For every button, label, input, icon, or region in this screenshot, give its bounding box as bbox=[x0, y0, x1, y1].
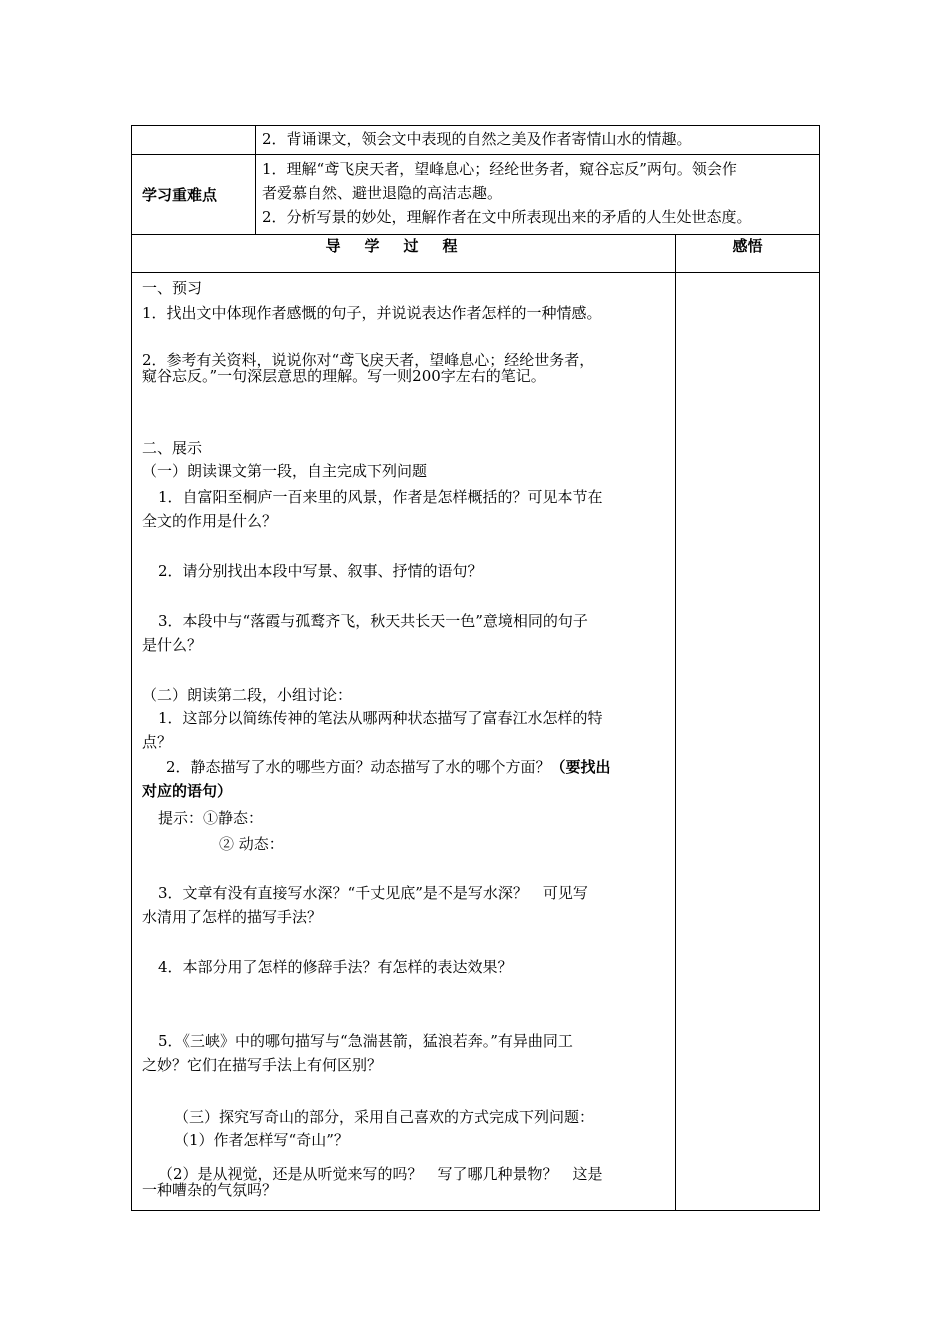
part-3-question-2-line-2: 一种嘈杂的气氛吗？ bbox=[142, 1181, 278, 1199]
objectives-content-cell bbox=[256, 126, 820, 155]
show-title: 二、展示 bbox=[142, 439, 203, 457]
part-2-question-4: 4．本部分用了怎样的修辞手法？有怎样的表达效果？ bbox=[158, 958, 513, 976]
study-guide-table bbox=[131, 125, 820, 1211]
part-2-title: （二）朗读第二段，小组讨论： bbox=[142, 686, 353, 704]
part-2-question-2-line-1 bbox=[166, 757, 611, 777]
hint-static: 提示：①静态： bbox=[158, 809, 264, 827]
objectives-label-cell bbox=[132, 126, 256, 155]
process-content-cell bbox=[132, 273, 676, 1211]
difficulty-item-1-line-2: 者爱慕自然、避世退隐的高洁志趣。 bbox=[262, 184, 503, 202]
preview-question-2-line-2: 窥谷忘反。”一句深层意思的理解。写一则200字左右的笔记。 bbox=[142, 367, 546, 385]
part-3-question-2-line-1: （2）是从视觉，还是从听觉来写的吗？ 写了哪几种景物？ 这是 bbox=[158, 1165, 603, 1183]
part-1-question-3-line-1: 3．本段中与“落霞与孤鹜齐飞，秋天共长天一色”意境相同的句子 bbox=[158, 612, 588, 630]
insight-header: 感悟 bbox=[676, 235, 820, 273]
objectives-row bbox=[132, 126, 820, 155]
part-1-question-1-line-1: 1．自富阳至桐庐一百来里的风景，作者是怎样概括的？可见本节在 bbox=[158, 488, 603, 506]
part-2-question-5-line-2: 之妙？它们在描写手法上有何区别？ bbox=[142, 1056, 383, 1074]
insight-content-cell[interactable] bbox=[676, 273, 820, 1211]
process-body-row bbox=[132, 273, 820, 1211]
part-2-question-2-text: 2．静态描写了水的哪些方面？动态描写了水的哪个方面？ bbox=[166, 758, 551, 776]
part-2-question-2-emphasis: （要找出 bbox=[550, 758, 611, 776]
preview-title: 一、预习 bbox=[142, 279, 203, 297]
difficulties-row bbox=[132, 155, 820, 235]
part-2-question-3-line-2: 水清用了怎样的描写手法？ bbox=[142, 908, 323, 926]
part-1-title: （一）朗读课文第一段，自主完成下列问题 bbox=[142, 462, 428, 480]
process-header bbox=[132, 235, 676, 273]
part-3-question-1: （1）作者怎样写“奇山”？ bbox=[174, 1131, 349, 1149]
part-2-question-2-line-2: 对应的语句） bbox=[142, 782, 233, 800]
part-2-question-5-line-1: 5．《三峡》中的哪句描写与“急湍甚箭，猛浪若奔。”有异曲同工 bbox=[158, 1032, 573, 1050]
part-1-question-3-line-2: 是什么？ bbox=[142, 636, 203, 654]
preview-question-2-line-1: 2．参考有关资料，说说你对“鸢飞戾天者，望峰息心；经纶世务者， bbox=[142, 351, 595, 369]
difficulties-content-cell bbox=[256, 155, 820, 235]
objective-item-2: 2．背诵课文，领会文中表现的自然之美及作者寄情山水的情趣。 bbox=[262, 130, 692, 148]
hint-dynamic: ② 动态： bbox=[219, 835, 284, 853]
part-2-question-1-line-1: 1．这部分以简练传神的笔法从哪两种状态描写了富春江水怎样的特 bbox=[158, 709, 603, 727]
part-1-question-1-line-2: 全文的作用是什么？ bbox=[142, 512, 278, 530]
preview-question-1: 1．找出文中体现作者感慨的句子，并说说表达作者怎样的一种情感。 bbox=[142, 304, 602, 322]
part-1-question-2: 2．请分别找出本段中写景、叙事、抒情的语句？ bbox=[158, 562, 483, 580]
part-3-title: （三）探究写奇山的部分，采用自己喜欢的方式完成下列问题： bbox=[174, 1108, 595, 1126]
difficulty-item-1-line-1: 1．理解“鸢飞戾天者，望峰息心；经纶世务者，窥谷忘反”两句。领会作 bbox=[262, 160, 737, 178]
part-2-question-1-line-2: 点？ bbox=[142, 733, 173, 751]
section-header-row bbox=[132, 235, 820, 273]
difficulty-item-2: 2．分析写景的妙处，理解作者在文中所表现出来的矛盾的人生处世态度。 bbox=[262, 208, 752, 226]
difficulties-label: 学习重难点 bbox=[132, 155, 256, 235]
process-header-text: 导学过程 bbox=[325, 237, 482, 255]
part-2-question-3-line-1: 3．文章有没有直接写水深？“千丈见底”是不是写水深？ 可见写 bbox=[158, 884, 588, 902]
